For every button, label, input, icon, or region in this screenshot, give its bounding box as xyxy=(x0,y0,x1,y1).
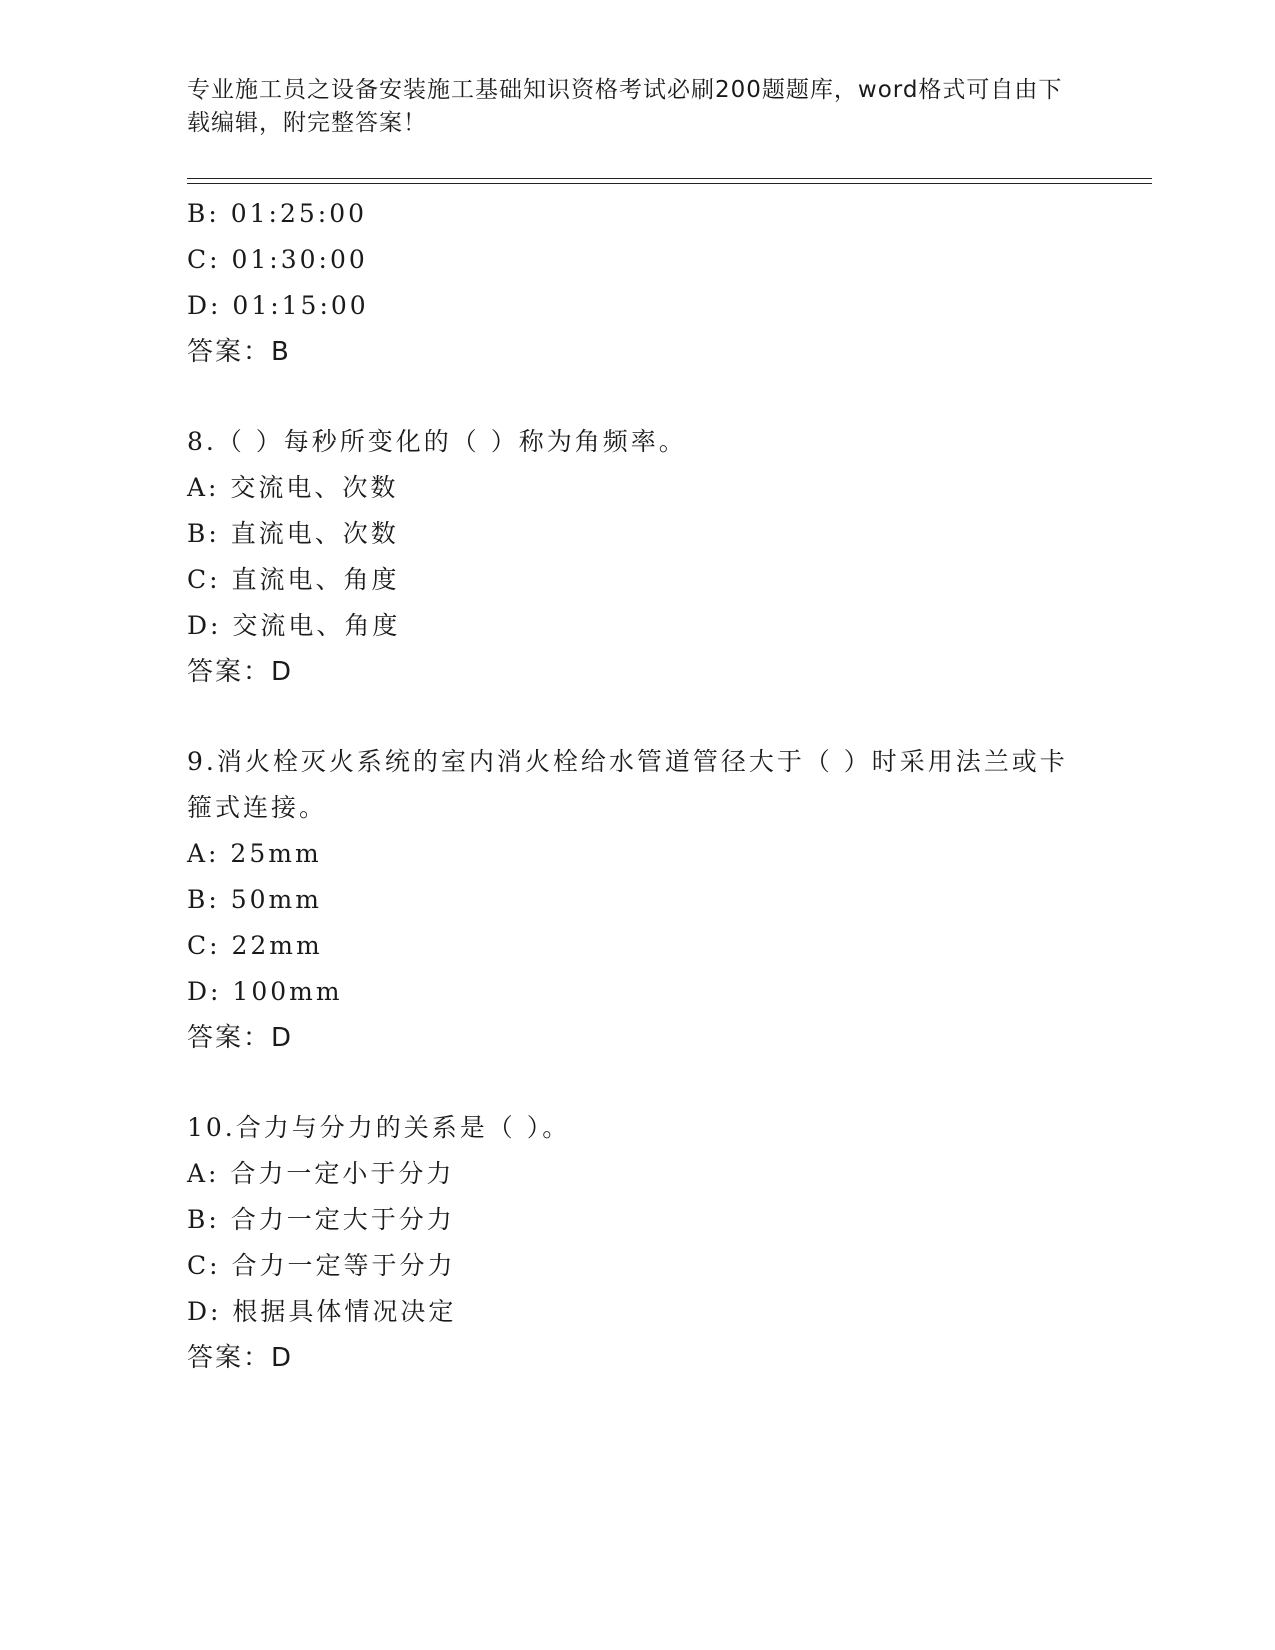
question-block-8 xyxy=(187,419,1087,695)
header-divider-bottom xyxy=(187,183,1152,184)
answer-line: 答案：D xyxy=(187,1023,294,1053)
question-block-10 xyxy=(187,1105,1087,1381)
question-text: 8.（ ）每秒所变化的（ ）称为角频率。 xyxy=(187,427,687,456)
option-c: C: 合力一定等于分力 xyxy=(187,1251,456,1280)
answer-line: 答案：D xyxy=(187,1343,294,1373)
option-c: C: 直流电、角度 xyxy=(187,565,400,594)
option-a: A: 交流电、次数 xyxy=(187,473,399,502)
option-a: A: 25mm xyxy=(187,839,322,868)
header-divider-top xyxy=(187,178,1152,179)
option-d: D: 01:15:00 xyxy=(187,291,369,320)
question-text: 9.消火栓灭火系统的室内消火栓给水管道管径大于（ ）时采用法兰或卡箍式连接。 xyxy=(187,747,1068,822)
option-b: B: 01:25:00 xyxy=(187,199,368,228)
question-list xyxy=(187,191,1087,1381)
answer-line: 答案：D xyxy=(187,657,294,687)
option-d: D: 根据具体情况决定 xyxy=(187,1297,457,1326)
option-d: D: 交流电、角度 xyxy=(187,611,401,640)
question-text: 10.合力与分力的关系是（ ）。 xyxy=(187,1113,571,1142)
option-b: B: 50mm xyxy=(187,885,322,914)
option-c: C: 01:30:00 xyxy=(187,245,368,274)
document-header: 专业施工员之设备安装施工基础知识资格考试必刷200题题库，word格式可自由下载编辑，附完整答案！ xyxy=(187,77,1063,136)
answer-line: 答案：B xyxy=(187,337,291,367)
option-a: A: 合力一定小于分力 xyxy=(187,1159,455,1188)
option-b: B: 直流电、次数 xyxy=(187,519,399,548)
option-d: D: 100mm xyxy=(187,977,343,1006)
question-block-9 xyxy=(187,739,1087,1061)
question-block-7-continued xyxy=(187,191,1087,375)
option-b: B: 合力一定大于分力 xyxy=(187,1205,455,1234)
option-c: C: 22mm xyxy=(187,931,323,960)
